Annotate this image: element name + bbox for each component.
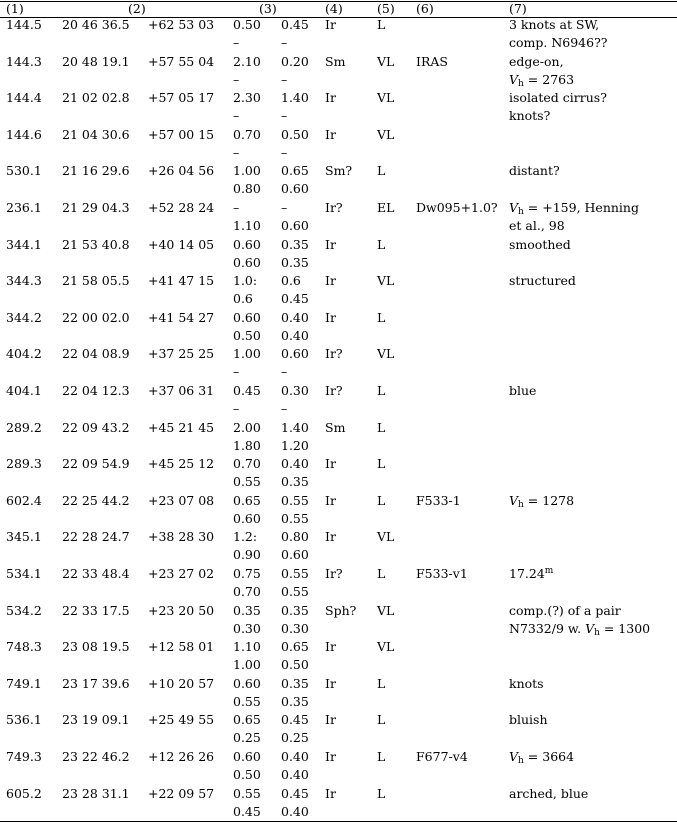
cell-type: Ir: [325, 712, 336, 728]
cell-dec: +57 00 15: [148, 126, 215, 142]
cell-axis-b: –: [281, 200, 288, 215]
cell-type: Sm: [325, 53, 346, 69]
cell-axis-b2: 0.55: [281, 510, 309, 526]
cell-notes: $V_h = 3664$: [509, 749, 575, 766]
cell-type: Ir: [325, 675, 336, 691]
cell-ra: 23 22 46.2: [62, 749, 130, 764]
cell-ra: 22 28 24.7: [62, 529, 130, 545]
cell-id: 344.2: [6, 309, 42, 325]
cell-ra: 23 19 09.1: [62, 712, 130, 728]
cell-id: 144.5: [6, 17, 42, 32]
cell-notes: knots: [509, 675, 544, 691]
cell-size: VL: [377, 639, 395, 655]
cell-axis-a: 0.70: [233, 456, 261, 472]
cell-dec: +26 04 56: [148, 163, 215, 179]
cell-dec: +45 21 45: [148, 419, 215, 435]
cell-notes: comp.(?) of a pair: [509, 602, 621, 618]
cell-ident: IRAS: [416, 53, 448, 69]
cell-axis-b: 0.6: [281, 273, 301, 289]
cell-axis-b2: 1.20: [281, 437, 309, 453]
cell-axis-b2: 0.45: [281, 291, 309, 307]
cell-notes: structured: [509, 273, 576, 289]
cell-axis-a2: –: [233, 108, 240, 124]
cell-axis-b: 1.40: [281, 419, 309, 435]
cell-axis-a2: –: [233, 71, 240, 87]
cell-dec: +22 09 57: [148, 785, 215, 801]
cell-ra: 22 04 12.3: [62, 383, 130, 398]
cell-id: 144.6: [6, 126, 42, 142]
cell-ident: F533-1: [416, 492, 461, 508]
cell-ra: 21 02 02.8: [62, 90, 130, 106]
cell-size: VL: [377, 529, 395, 545]
cell-ra: 23 08 19.5: [62, 639, 130, 655]
cell-axis-a: 0.35: [233, 602, 261, 618]
cell-axis-b2: 0.40: [281, 803, 309, 819]
cell-type: Ir: [325, 785, 336, 801]
cell-dec: +41 47 15: [148, 273, 215, 289]
cell-id: 605.2: [6, 785, 42, 801]
cell-axis-b2: –: [281, 35, 288, 50]
cell-dec: +40 14 05: [148, 236, 215, 252]
cell-size: L: [377, 712, 386, 728]
cell-type: Sph?: [325, 602, 357, 618]
cell-size: VL: [377, 602, 395, 618]
cell-ident: Dw095+1.0?: [416, 200, 498, 215]
cell-dec: +62 53 03: [148, 17, 215, 32]
cell-axis-a: 1.00: [233, 163, 261, 179]
cell-axis-a2: 0.50: [233, 767, 261, 782]
cell-axis-a: 0.60: [233, 749, 261, 764]
cell-size: L: [377, 456, 386, 472]
cell-type: Ir?: [325, 346, 343, 362]
cell-dec: +57 05 17: [148, 90, 215, 106]
cell-id: 602.4: [6, 492, 42, 508]
cell-axis-b2: –: [281, 71, 288, 87]
cell-axis-a2: 0.80: [233, 181, 261, 197]
cell-axis-b: 0.65: [281, 163, 309, 179]
cell-axis-b: 0.30: [281, 383, 309, 398]
cell-id: 534.2: [6, 602, 42, 618]
cell-id: 289.3: [6, 456, 42, 472]
cell-axis-a2: 0.60: [233, 254, 261, 270]
cell-dec: +10 20 57: [148, 675, 215, 691]
cell-id: 144.3: [6, 53, 42, 69]
cell-axis-b2: 0.60: [281, 218, 309, 233]
cell-axis-a: 0.75: [233, 566, 261, 581]
cell-size: L: [377, 419, 386, 435]
cell-axis-a: 0.70: [233, 126, 261, 142]
cell-axis-b2: –: [281, 144, 288, 160]
cell-axis-a2: 0.50: [233, 327, 261, 343]
cell-notes: $V_h = 1278$: [509, 492, 575, 510]
cell-type: Ir: [325, 456, 336, 472]
cell-type: Ir: [325, 17, 336, 32]
cell-notes: edge-on,: [509, 53, 564, 69]
header-col-6: (6): [416, 1, 434, 16]
cell-axis-a2: 0.90: [233, 547, 261, 563]
cell-type: Ir: [325, 749, 336, 764]
cell-axis-b: 0.45: [281, 785, 309, 801]
cell-notes-2: et al., 98: [509, 218, 565, 233]
cell-id: 748.3: [6, 639, 42, 655]
cell-axis-b: 0.55: [281, 566, 309, 581]
cell-axis-a2: –: [233, 401, 240, 416]
cell-axis-b: 0.20: [281, 53, 309, 69]
cell-dec: +57 55 04: [148, 53, 215, 69]
cell-size: L: [377, 17, 386, 32]
cell-ra: 22 25 44.2: [62, 492, 130, 508]
cell-id: 289.2: [6, 419, 42, 435]
cell-axis-b2: 0.60: [281, 547, 309, 563]
cell-axis-b2: 0.40: [281, 767, 309, 782]
cell-axis-b: 0.40: [281, 309, 309, 325]
cell-ident: F677-v4: [416, 749, 468, 764]
cell-axis-a: 2.10: [233, 53, 261, 69]
cell-id: 345.1: [6, 529, 42, 545]
cell-id: 530.1: [6, 163, 42, 179]
cell-notes: distant?: [509, 163, 560, 179]
cell-size: VL: [377, 273, 395, 289]
cell-notes: bluish: [509, 712, 548, 728]
cell-axis-a: 0.60: [233, 236, 261, 252]
cell-dec: +37 06 31: [148, 383, 215, 398]
cell-axis-b2: 0.40: [281, 327, 309, 343]
cell-axis-a2: 0.60: [233, 510, 261, 526]
cell-axis-a2: 1.10: [233, 218, 261, 233]
cell-type: Ir: [325, 273, 336, 289]
cell-dec: +52 28 24: [148, 200, 215, 215]
cell-notes: blue: [509, 383, 537, 398]
cell-axis-a: 1.2:: [233, 529, 258, 545]
cell-type: Ir?: [325, 200, 343, 215]
cell-id: 344.3: [6, 273, 42, 289]
cell-axis-b: 0.65: [281, 639, 309, 655]
cell-size: L: [377, 566, 386, 581]
cell-size: VL: [377, 126, 395, 142]
cell-axis-b: 0.50: [281, 126, 309, 142]
cell-ra: 21 04 30.6: [62, 126, 130, 142]
cell-axis-a: 0.55: [233, 785, 261, 801]
cell-dec: +45 25 12: [148, 456, 215, 472]
cell-size: L: [377, 785, 386, 801]
cell-notes: smoothed: [509, 236, 571, 252]
cell-notes-2: N7332/9 w. $V_h = 1300$: [509, 620, 651, 638]
cell-size: L: [377, 309, 386, 325]
cell-ra: 21 29 04.3: [62, 200, 130, 215]
cell-axis-a: 0.60: [233, 309, 261, 325]
cell-dec: +23 27 02: [148, 566, 215, 581]
cell-axis-b: 0.40: [281, 456, 309, 472]
cell-axis-b: 0.35: [281, 675, 309, 691]
cell-axis-a2: 1.80: [233, 437, 261, 453]
cell-dec: +12 58 01: [148, 639, 215, 655]
cell-ra: 22 09 43.2: [62, 419, 130, 435]
cell-axis-a2: 0.55: [233, 693, 261, 709]
cell-axis-b2: 0.50: [281, 657, 309, 673]
cell-axis-b2: 0.25: [281, 730, 309, 746]
header-col-5: (5): [377, 1, 395, 16]
cell-axis-a: 2.30: [233, 90, 261, 106]
cell-id: 749.3: [6, 749, 42, 764]
cell-size: VL: [377, 346, 395, 362]
bottom-rule: [0, 821, 677, 822]
cell-axis-a: 0.65: [233, 712, 261, 728]
cell-axis-a2: 0.55: [233, 474, 261, 490]
cell-axis-b: 0.45: [281, 17, 309, 32]
cell-id: 749.1: [6, 675, 42, 691]
cell-axis-b: 0.35: [281, 236, 309, 252]
cell-id: 536.1: [6, 712, 42, 728]
cell-axis-b2: 0.60: [281, 181, 309, 197]
cell-notes: isolated cirrus?: [509, 90, 607, 106]
cell-notes: 17.24$^m$: [509, 566, 554, 581]
cell-ident: F533-v1: [416, 566, 468, 581]
cell-type: Sm?: [325, 163, 353, 179]
cell-id: 404.1: [6, 383, 42, 398]
cell-type: Ir: [325, 639, 336, 655]
cell-id: 344.1: [6, 236, 42, 252]
header-col-7: (7): [509, 1, 527, 16]
cell-axis-a2: –: [233, 364, 240, 380]
header-col-2: (2): [128, 1, 146, 16]
cell-dec: +23 07 08: [148, 492, 215, 508]
cell-ra: 22 04 08.9: [62, 346, 130, 362]
header-col-4: (4): [325, 1, 343, 16]
cell-ra: 21 16 29.6: [62, 163, 130, 179]
cell-axis-a2: 0.30: [233, 620, 261, 636]
cell-type: Ir: [325, 529, 336, 545]
cell-ra: 22 00 02.0: [62, 309, 130, 325]
cell-axis-a2: –: [233, 35, 240, 50]
cell-axis-a: 0.60: [233, 675, 261, 691]
cell-axis-b: 0.55: [281, 492, 309, 508]
cell-type: Ir: [325, 90, 336, 106]
cell-axis-a: 0.50: [233, 17, 261, 32]
cell-axis-a: 0.65: [233, 492, 261, 508]
cell-axis-b: 0.80: [281, 529, 309, 545]
cell-type: Sm: [325, 419, 346, 435]
cell-axis-a: 1.10: [233, 639, 261, 655]
cell-notes: 3 knots at SW,: [509, 17, 600, 32]
cell-dec: +23 20 50: [148, 602, 215, 618]
cell-notes-2: knots?: [509, 108, 551, 124]
cell-notes-2: comp. N6946??: [509, 35, 608, 50]
cell-ra: 21 58 05.5: [62, 273, 130, 289]
cell-axis-b: 0.60: [281, 346, 309, 362]
cell-size: EL: [377, 200, 395, 215]
cell-axis-a: –: [233, 200, 240, 215]
cell-type: Ir?: [325, 383, 343, 398]
cell-axis-a2: 0.70: [233, 584, 261, 599]
cell-size: L: [377, 163, 386, 179]
cell-size: VL: [377, 53, 395, 69]
cell-ra: 20 48 19.1: [62, 53, 130, 69]
cell-size: L: [377, 236, 386, 252]
cell-type: Ir: [325, 126, 336, 142]
cell-size: VL: [377, 90, 395, 106]
cell-axis-a: 2.00: [233, 419, 261, 435]
cell-dec: +38 28 30: [148, 529, 215, 545]
cell-axis-b2: 0.30: [281, 620, 309, 636]
cell-axis-a2: 0.6: [233, 291, 253, 307]
cell-axis-a2: 0.25: [233, 730, 261, 746]
cell-type: Ir?: [325, 566, 343, 581]
header-col-1: (1): [6, 1, 24, 16]
cell-axis-a2: 1.00: [233, 657, 261, 673]
cell-dec: +41 54 27: [148, 309, 215, 325]
cell-ra: 23 28 31.1: [62, 785, 130, 801]
cell-ra: 23 17 39.6: [62, 675, 130, 691]
cell-size: L: [377, 383, 386, 398]
cell-axis-b: 0.35: [281, 602, 309, 618]
cell-type: Ir: [325, 309, 336, 325]
cell-axis-b: 1.40: [281, 90, 309, 106]
cell-ra: 22 33 48.4: [62, 566, 130, 581]
cell-notes: arched, blue: [509, 785, 589, 801]
cell-ra: 20 46 36.5: [62, 17, 130, 32]
header-col-3: (3): [259, 1, 277, 16]
cell-id: 144.4: [6, 90, 42, 106]
cell-axis-b2: 0.35: [281, 693, 309, 709]
cell-size: L: [377, 675, 386, 691]
cell-id: 236.1: [6, 200, 42, 215]
cell-axis-b2: 0.35: [281, 474, 309, 490]
cell-notes: $V_h = +159$, Henning: [509, 200, 639, 217]
cell-size: L: [377, 492, 386, 508]
cell-ra: 21 53 40.8: [62, 236, 130, 252]
cell-axis-b: 0.45: [281, 712, 309, 728]
cell-axis-b2: –: [281, 401, 288, 416]
cell-axis-b2: –: [281, 364, 288, 380]
cell-dec: +12 26 26: [148, 749, 215, 764]
cell-axis-b2: 0.55: [281, 584, 309, 599]
cell-axis-a2: 0.45: [233, 803, 261, 819]
cell-axis-b2: –: [281, 108, 288, 124]
cell-dec: +25 49 55: [148, 712, 215, 728]
cell-axis-a2: –: [233, 144, 240, 160]
cell-axis-b: 0.40: [281, 749, 309, 764]
cell-ra: 22 33 17.5: [62, 602, 130, 618]
cell-ra: 22 09 54.9: [62, 456, 130, 472]
cell-notes-2: $V_h = 2763$: [509, 71, 575, 89]
cell-axis-a: 1.0:: [233, 273, 258, 289]
cell-axis-a: 0.45: [233, 383, 261, 398]
cell-type: Ir: [325, 492, 336, 508]
cell-type: Ir: [325, 236, 336, 252]
cell-id: 404.2: [6, 346, 42, 362]
cell-size: L: [377, 749, 386, 764]
cell-id: 534.1: [6, 566, 42, 581]
cell-axis-a: 1.00: [233, 346, 261, 362]
cell-dec: +37 25 25: [148, 346, 215, 362]
cell-axis-b2: 0.35: [281, 254, 309, 270]
